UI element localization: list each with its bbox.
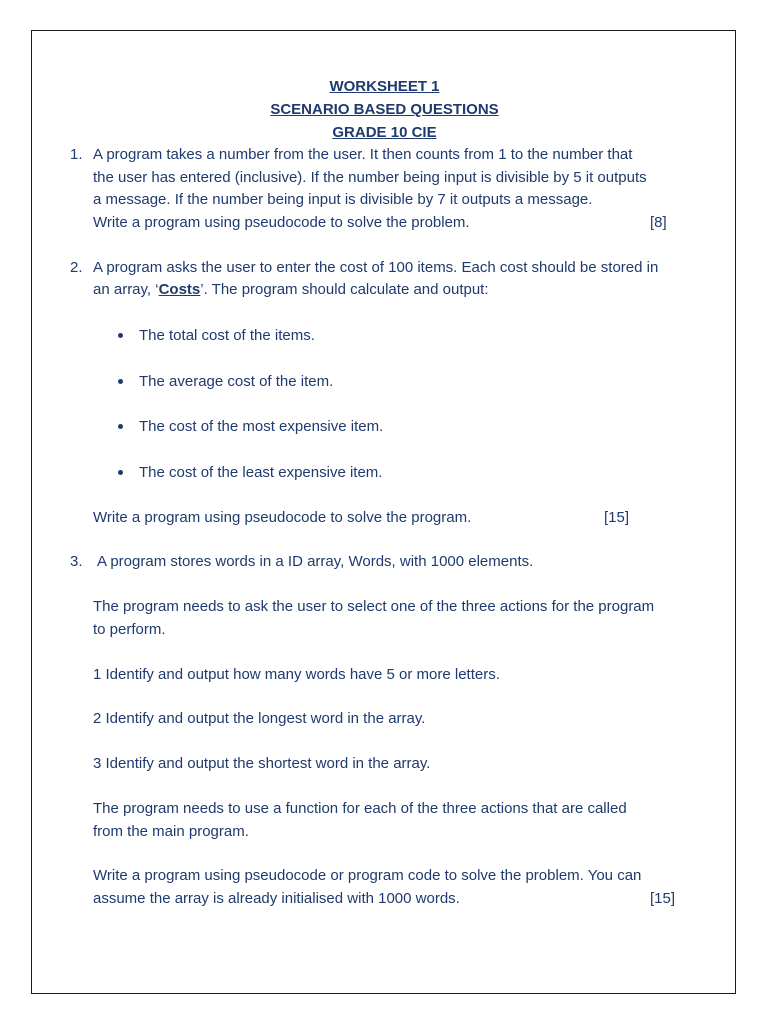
q2-number: 2. bbox=[70, 259, 83, 276]
q3-action-1: 1 Identify and output how many words have 5 or more letters. bbox=[93, 666, 500, 683]
q2-bullet-4: The cost of the least expensive item. bbox=[139, 464, 383, 481]
q3-para3-line2: assume the array is already initialised with 1000 words. bbox=[93, 890, 460, 907]
q2-bullet-2: The average cost of the item. bbox=[139, 373, 334, 390]
array-name-costs: Costs bbox=[158, 281, 201, 298]
q2-line1: A program asks the user to enter the cost of 100 items. Each cost should be stored in bbox=[93, 259, 659, 276]
q2-line2-prefix: an array, ‘ bbox=[93, 281, 159, 298]
bullet-icon bbox=[118, 379, 123, 384]
worksheet-title: WORKSHEET 1 bbox=[329, 78, 440, 95]
worksheet-grade: GRADE 10 CIE bbox=[332, 124, 437, 141]
q2-bullet-1: The total cost of the items. bbox=[139, 327, 315, 344]
q1-marks: [8] bbox=[650, 214, 667, 231]
q3-para2-line1: The program needs to use a function for each of the three actions that are called bbox=[93, 800, 627, 817]
q3-action-3: 3 Identify and output the shortest word in the array. bbox=[93, 755, 431, 772]
bullet-icon bbox=[118, 424, 123, 429]
q3-number: 3. bbox=[70, 553, 83, 570]
q3-para1-line1: The program needs to ask the user to select one of the three actions for the program bbox=[93, 598, 655, 615]
bullet-icon bbox=[118, 333, 123, 338]
q2-instruction: Write a program using pseudocode to solve the program. bbox=[93, 509, 472, 526]
worksheet-page bbox=[31, 30, 736, 994]
q3-action-2: 2 Identify and output the longest word in the array. bbox=[93, 710, 426, 727]
q3-para3-line1: Write a program using pseudocode or program code to solve the problem. You can bbox=[93, 867, 642, 884]
q2-line2-suffix: ’. The program should calculate and output: bbox=[200, 281, 489, 298]
bullet-icon bbox=[118, 470, 123, 475]
q2-marks: [15] bbox=[604, 509, 630, 526]
q3-marks: [15] bbox=[650, 890, 676, 907]
q2-line2 bbox=[93, 280, 489, 300]
q3-para2-line2: from the main program. bbox=[93, 823, 249, 840]
q1-number: 1. bbox=[70, 146, 83, 163]
q1-instruction: Write a program using pseudocode to solve the problem. bbox=[93, 214, 470, 231]
q3-para1-line2: to perform. bbox=[93, 621, 166, 638]
q1-line1: A program takes a number from the user. It then counts from 1 to the number that bbox=[93, 146, 633, 163]
q3-line1: A program stores words in a ID array, Words, with 1000 elements. bbox=[97, 553, 534, 570]
q1-line2: the user has entered (inclusive). If the number being input is divisible by 5 it outputs bbox=[93, 169, 647, 186]
q2-bullet-3: The cost of the most expensive item. bbox=[139, 418, 384, 435]
worksheet-subtitle: SCENARIO BASED QUESTIONS bbox=[270, 101, 499, 118]
q1-line3: a message. If the number being input is divisible by 7 it outputs a message. bbox=[93, 191, 593, 208]
